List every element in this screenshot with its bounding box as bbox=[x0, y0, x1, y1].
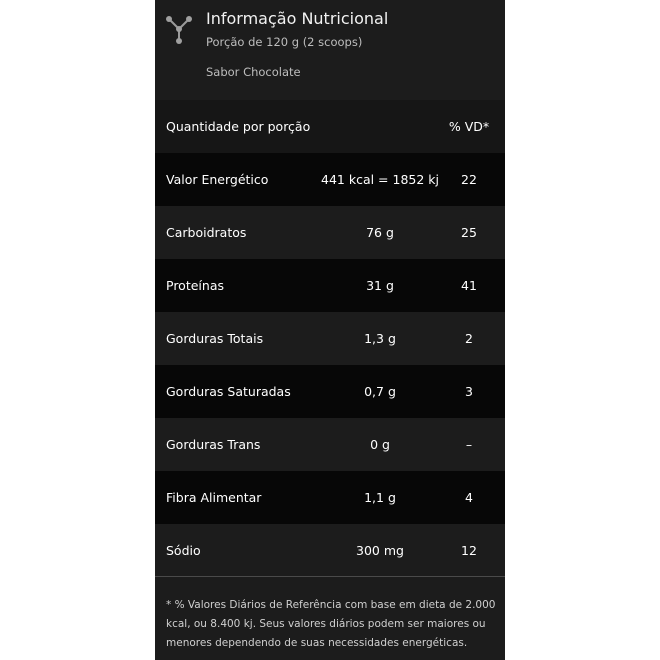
nutrient-name: Gorduras Saturadas bbox=[166, 384, 291, 399]
table-row bbox=[155, 471, 505, 524]
table-row bbox=[155, 365, 505, 418]
nutrient-amount: 0,7 g bbox=[364, 384, 396, 399]
table-row bbox=[155, 524, 505, 577]
nutrient-vd: 12 bbox=[461, 543, 477, 558]
table-row bbox=[155, 418, 505, 471]
nutrient-vd: 4 bbox=[465, 490, 473, 505]
table-row bbox=[155, 312, 505, 365]
nutrient-vd: 25 bbox=[461, 225, 477, 240]
table-row bbox=[155, 153, 505, 206]
nutrient-name: Proteínas bbox=[166, 278, 224, 293]
nutrient-amount: 441 kcal = 1852 kj bbox=[321, 172, 439, 187]
nutrient-amount: 1,3 g bbox=[364, 331, 396, 346]
molecule-icon bbox=[165, 14, 193, 46]
nutrient-amount: 0 g bbox=[370, 437, 390, 452]
nutrient-name: Carboidratos bbox=[166, 225, 247, 240]
quantity-column-header: Quantidade por porção bbox=[166, 119, 311, 134]
nutrient-vd: 3 bbox=[465, 384, 473, 399]
table-row bbox=[155, 259, 505, 312]
footnote-divider bbox=[155, 576, 505, 577]
flavor-label: Sabor Chocolate bbox=[206, 65, 301, 79]
footnote-text: * % Valores Diários de Referência com base em dieta de 2.000 kcal, ou 8.400 kj. Seus valores diários podem ser maiores ou menores dependendo de suas necessidades energéticas. bbox=[166, 599, 496, 649]
panel-title: Informação Nutricional bbox=[206, 9, 389, 28]
nutrient-amount: 31 g bbox=[366, 278, 394, 293]
vd-column-header: % VD* bbox=[448, 119, 490, 134]
nutrient-vd: 41 bbox=[461, 278, 477, 293]
nutrient-name: Sódio bbox=[166, 543, 201, 558]
nutrient-name: Valor Energético bbox=[166, 172, 269, 187]
portion-size: Porção de 120 g (2 scoops) bbox=[206, 35, 363, 49]
nutrient-amount: 300 mg bbox=[356, 543, 404, 558]
nutrient-name: Fibra Alimentar bbox=[166, 490, 262, 505]
table-header-row bbox=[155, 100, 505, 153]
nutrient-amount: 1,1 g bbox=[364, 490, 396, 505]
nutrient-name: Gorduras Totais bbox=[166, 331, 264, 346]
nutrient-vd: – bbox=[465, 437, 473, 452]
nutrition-header bbox=[155, 0, 505, 100]
nutrient-vd: 2 bbox=[465, 331, 473, 346]
nutrition-panel bbox=[155, 0, 505, 660]
nutrient-name: Gorduras Trans bbox=[166, 437, 261, 452]
nutrient-amount: 76 g bbox=[366, 225, 394, 240]
table-row bbox=[155, 206, 505, 259]
nutrient-vd: 22 bbox=[461, 172, 477, 187]
